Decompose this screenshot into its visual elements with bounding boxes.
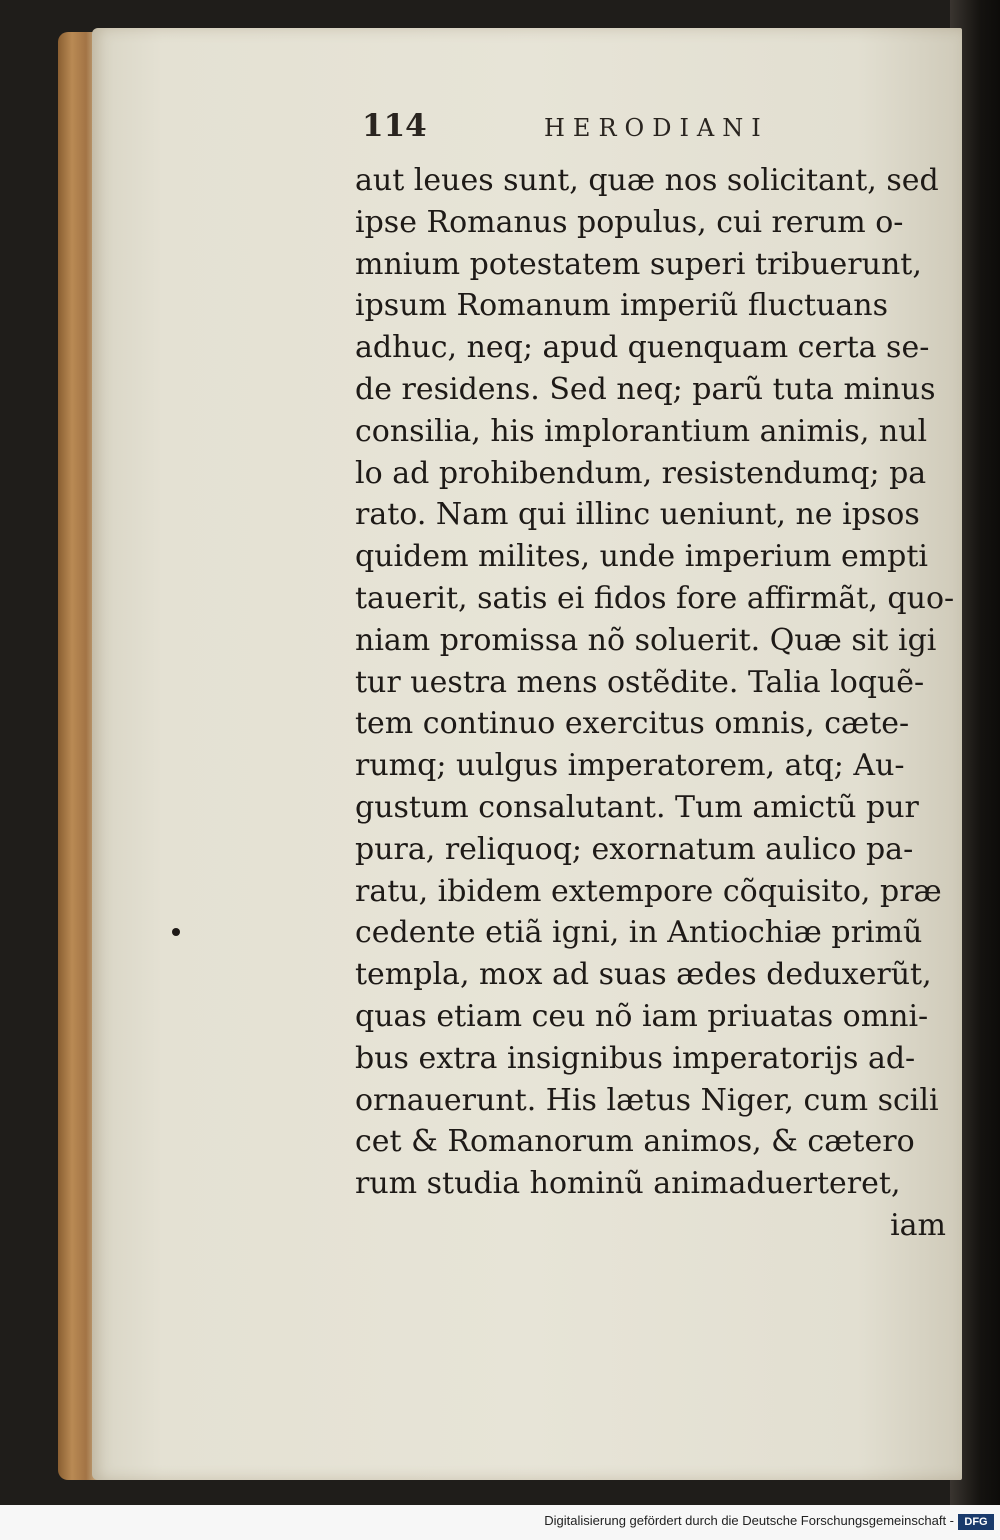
text-line: quas etiam ceu nõ iam priuatas omni- bbox=[355, 998, 929, 1034]
text-line: niam promissa nõ soluerit. Quæ sit igi bbox=[355, 622, 937, 658]
body-text bbox=[355, 160, 960, 1247]
funding-credit: Digitalisierung gefördert durch die Deutsche Forschungsgemeinschaft - bbox=[544, 1513, 954, 1528]
text-line: ratu, ibidem extempore cõquisito, præ bbox=[355, 873, 942, 909]
digitization-footer bbox=[0, 1505, 1000, 1540]
text-line: tauerit, satis ei fidos fore affirmãt, quo- bbox=[355, 580, 955, 616]
dfg-logo: DFG bbox=[958, 1514, 994, 1530]
text-line: pura, reliquoq; exornatum aulico pa- bbox=[355, 831, 914, 867]
text-line: tur uestra mens ostẽdite. Talia loquẽ- bbox=[355, 664, 925, 700]
text-line: cet & Romanorum animos, & cætero bbox=[355, 1124, 915, 1160]
text-line: mnium potestatem superi tribuerunt, bbox=[355, 246, 922, 282]
text-line: rumq; uulgus imperatorem, atq; Au- bbox=[355, 748, 905, 784]
text-line: adhuc, neq; apud quenquam certa se- bbox=[355, 330, 930, 366]
text-line: ipsum Romanum imperiũ fluctuans bbox=[355, 288, 889, 324]
page-number: 114 bbox=[362, 108, 427, 144]
running-title: HERODIANI bbox=[544, 114, 769, 142]
text-line: ornauerunt. His lætus Niger, cum scili bbox=[355, 1082, 939, 1118]
text-line: gustum consalutant. Tum amictũ pur bbox=[355, 789, 919, 825]
text-line: tem continuo exercitus omnis, cæte- bbox=[355, 706, 910, 742]
running-head bbox=[362, 108, 922, 148]
margin-mark bbox=[172, 928, 180, 936]
text-line: rato. Nam qui illinc ueniunt, ne ipsos bbox=[355, 497, 920, 533]
text-line: cedente etiã igni, in Antiochiæ primũ bbox=[355, 915, 923, 951]
text-line: bus extra insignibus imperatorijs ad- bbox=[355, 1040, 916, 1076]
text-line: aut leues sunt, quæ nos solicitant, sed bbox=[355, 163, 939, 198]
text-line: lo ad prohibendum, resistendumq; pa bbox=[355, 455, 927, 491]
text-line: ipse Romanus populus, cui rerum o- bbox=[355, 204, 904, 240]
text-line: de residens. Sed neq; parũ tuta minus bbox=[355, 371, 936, 407]
text-line: consilia, his implorantium animis, nul bbox=[355, 413, 928, 449]
catchword: iam bbox=[890, 1207, 946, 1243]
text-line: templa, mox ad suas ædes deduxerũt, bbox=[355, 957, 932, 993]
text-line: rum studia hominũ animaduerteret, bbox=[355, 1166, 901, 1202]
text-line: quidem milites, unde imperium empti bbox=[355, 539, 929, 575]
